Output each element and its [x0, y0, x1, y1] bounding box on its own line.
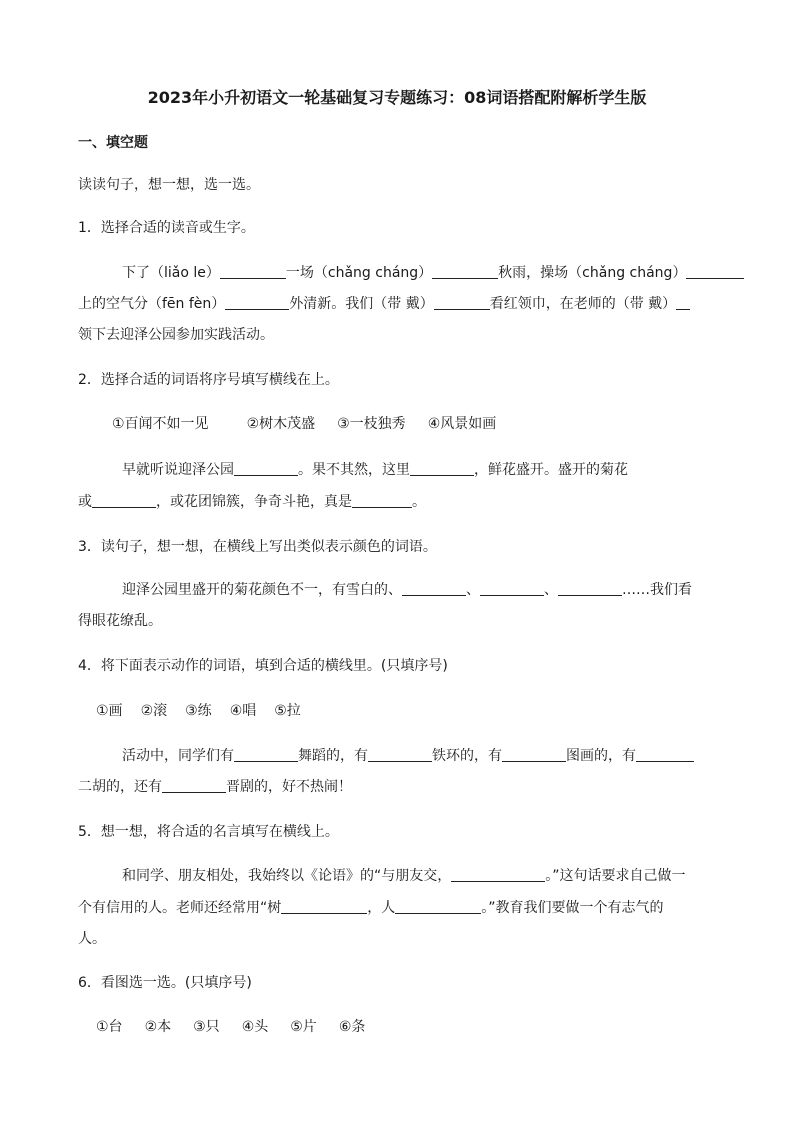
q4-line2: 二胡的，还有 晋剧的，好不热闹！ — [78, 779, 352, 795]
q6-prompt: 6．看图选一选。(只填序号) — [78, 975, 252, 991]
q6-options — [96, 1017, 387, 1037]
blank-field[interactable] — [234, 746, 298, 762]
blank-field[interactable] — [234, 460, 298, 476]
option-item: ④头 — [241, 1019, 269, 1035]
q1-line3: 领下去迎泽公园参加实践活动。 — [78, 327, 274, 343]
blank-field[interactable] — [92, 492, 156, 508]
option-item: ②本 — [144, 1019, 172, 1035]
q2-prompt: 2．选择合适的词语将序号填写横线在上。 — [78, 372, 339, 388]
blank-field[interactable] — [162, 777, 226, 793]
blank-field[interactable] — [368, 746, 432, 762]
q5-line1: 和同学、朋友相处，我始终以《论语》的“与朋友交， 。”这句话要求自己做一 — [122, 868, 686, 884]
option-item: ②滚 — [140, 703, 168, 719]
option-item: ②树木茂盛 — [246, 416, 316, 432]
blank-field[interactable] — [676, 294, 690, 310]
option-item: ⑥条 — [338, 1019, 366, 1035]
q5-line3: 人。 — [78, 931, 106, 947]
blank-field[interactable] — [432, 263, 498, 279]
blank-field[interactable] — [558, 580, 622, 596]
option-item: ⑤片 — [290, 1019, 317, 1035]
blank-field[interactable] — [686, 263, 744, 279]
q3-line2: 得眼花缭乱。 — [78, 613, 162, 629]
q3-prompt: 3．读句子，想一想，在横线上写出类似表示颜色的词语。 — [78, 539, 437, 555]
option-item: ①画 — [96, 703, 123, 719]
blank-field[interactable] — [402, 580, 466, 596]
option-item: ④风景如画 — [427, 416, 497, 432]
blank-field[interactable] — [636, 746, 694, 762]
q4-line1: 活动中，同学们有 舞蹈的，有 铁环的，有 图画的，有 — [122, 746, 694, 766]
q2-line1: 早就听说迎泽公园 。果不其然，这里 ，鲜花盛开。盛开的菊花 — [122, 462, 628, 478]
option-item: ①百闻不如一见 — [112, 416, 209, 432]
q2-line2: 或 ，或花团锦簇，争奇斗艳，真是 。 — [78, 494, 426, 510]
blank-field[interactable] — [480, 580, 544, 596]
blank-field[interactable] — [434, 294, 490, 310]
q2-options — [112, 414, 518, 434]
q1-line1: 下了（liǎo le） 一场（chǎng cháng） 秋雨，操场（chǎng cháng） — [122, 263, 744, 283]
blank-field[interactable] — [225, 294, 289, 310]
blank-field[interactable] — [395, 898, 481, 914]
option-item: ③练 — [185, 703, 212, 719]
blank-field[interactable] — [502, 746, 566, 762]
option-item: ③只 — [193, 1019, 220, 1035]
q3-line1: 迎泽公园里盛开的菊花颜色不一，有雪白的、 、 、 ……我们看 — [122, 582, 692, 598]
q1-prompt: 1．选择合适的读音或生字。 — [78, 220, 255, 236]
blank-field[interactable] — [220, 263, 286, 279]
q5-line2: 个有信用的人。老师还经常用“树 ，人 。”教育我们要做一个有志气的 — [78, 900, 664, 916]
page-title: 2023年小升初语文一轮基础复习专题练习：08词语搭配附解析学生版 — [147, 88, 647, 107]
q4-prompt: 4．将下面表示动作的词语，填到合适的横线里。(只填序号) — [78, 658, 448, 674]
blank-field[interactable] — [281, 898, 367, 914]
q5-prompt: 5．想一想，将合适的名言填写在横线上。 — [78, 824, 339, 840]
option-item: ①台 — [96, 1019, 123, 1035]
option-item: ④唱 — [229, 703, 257, 719]
option-item: ⑤拉 — [274, 703, 301, 719]
blank-field[interactable] — [352, 492, 412, 508]
section-heading: 一、填空题 — [78, 135, 148, 151]
q4-options — [96, 701, 319, 721]
blank-field[interactable] — [410, 460, 474, 476]
blank-field[interactable] — [451, 866, 545, 882]
option-item: ③一枝独秀 — [337, 416, 406, 432]
intro-text: 读读句子，想一想，选一选。 — [78, 177, 260, 193]
q1-line2: 上的空气分（fēn fèn） 外清新。我们（带 戴） 看红领巾，在老师的（带 戴） — [78, 294, 690, 314]
